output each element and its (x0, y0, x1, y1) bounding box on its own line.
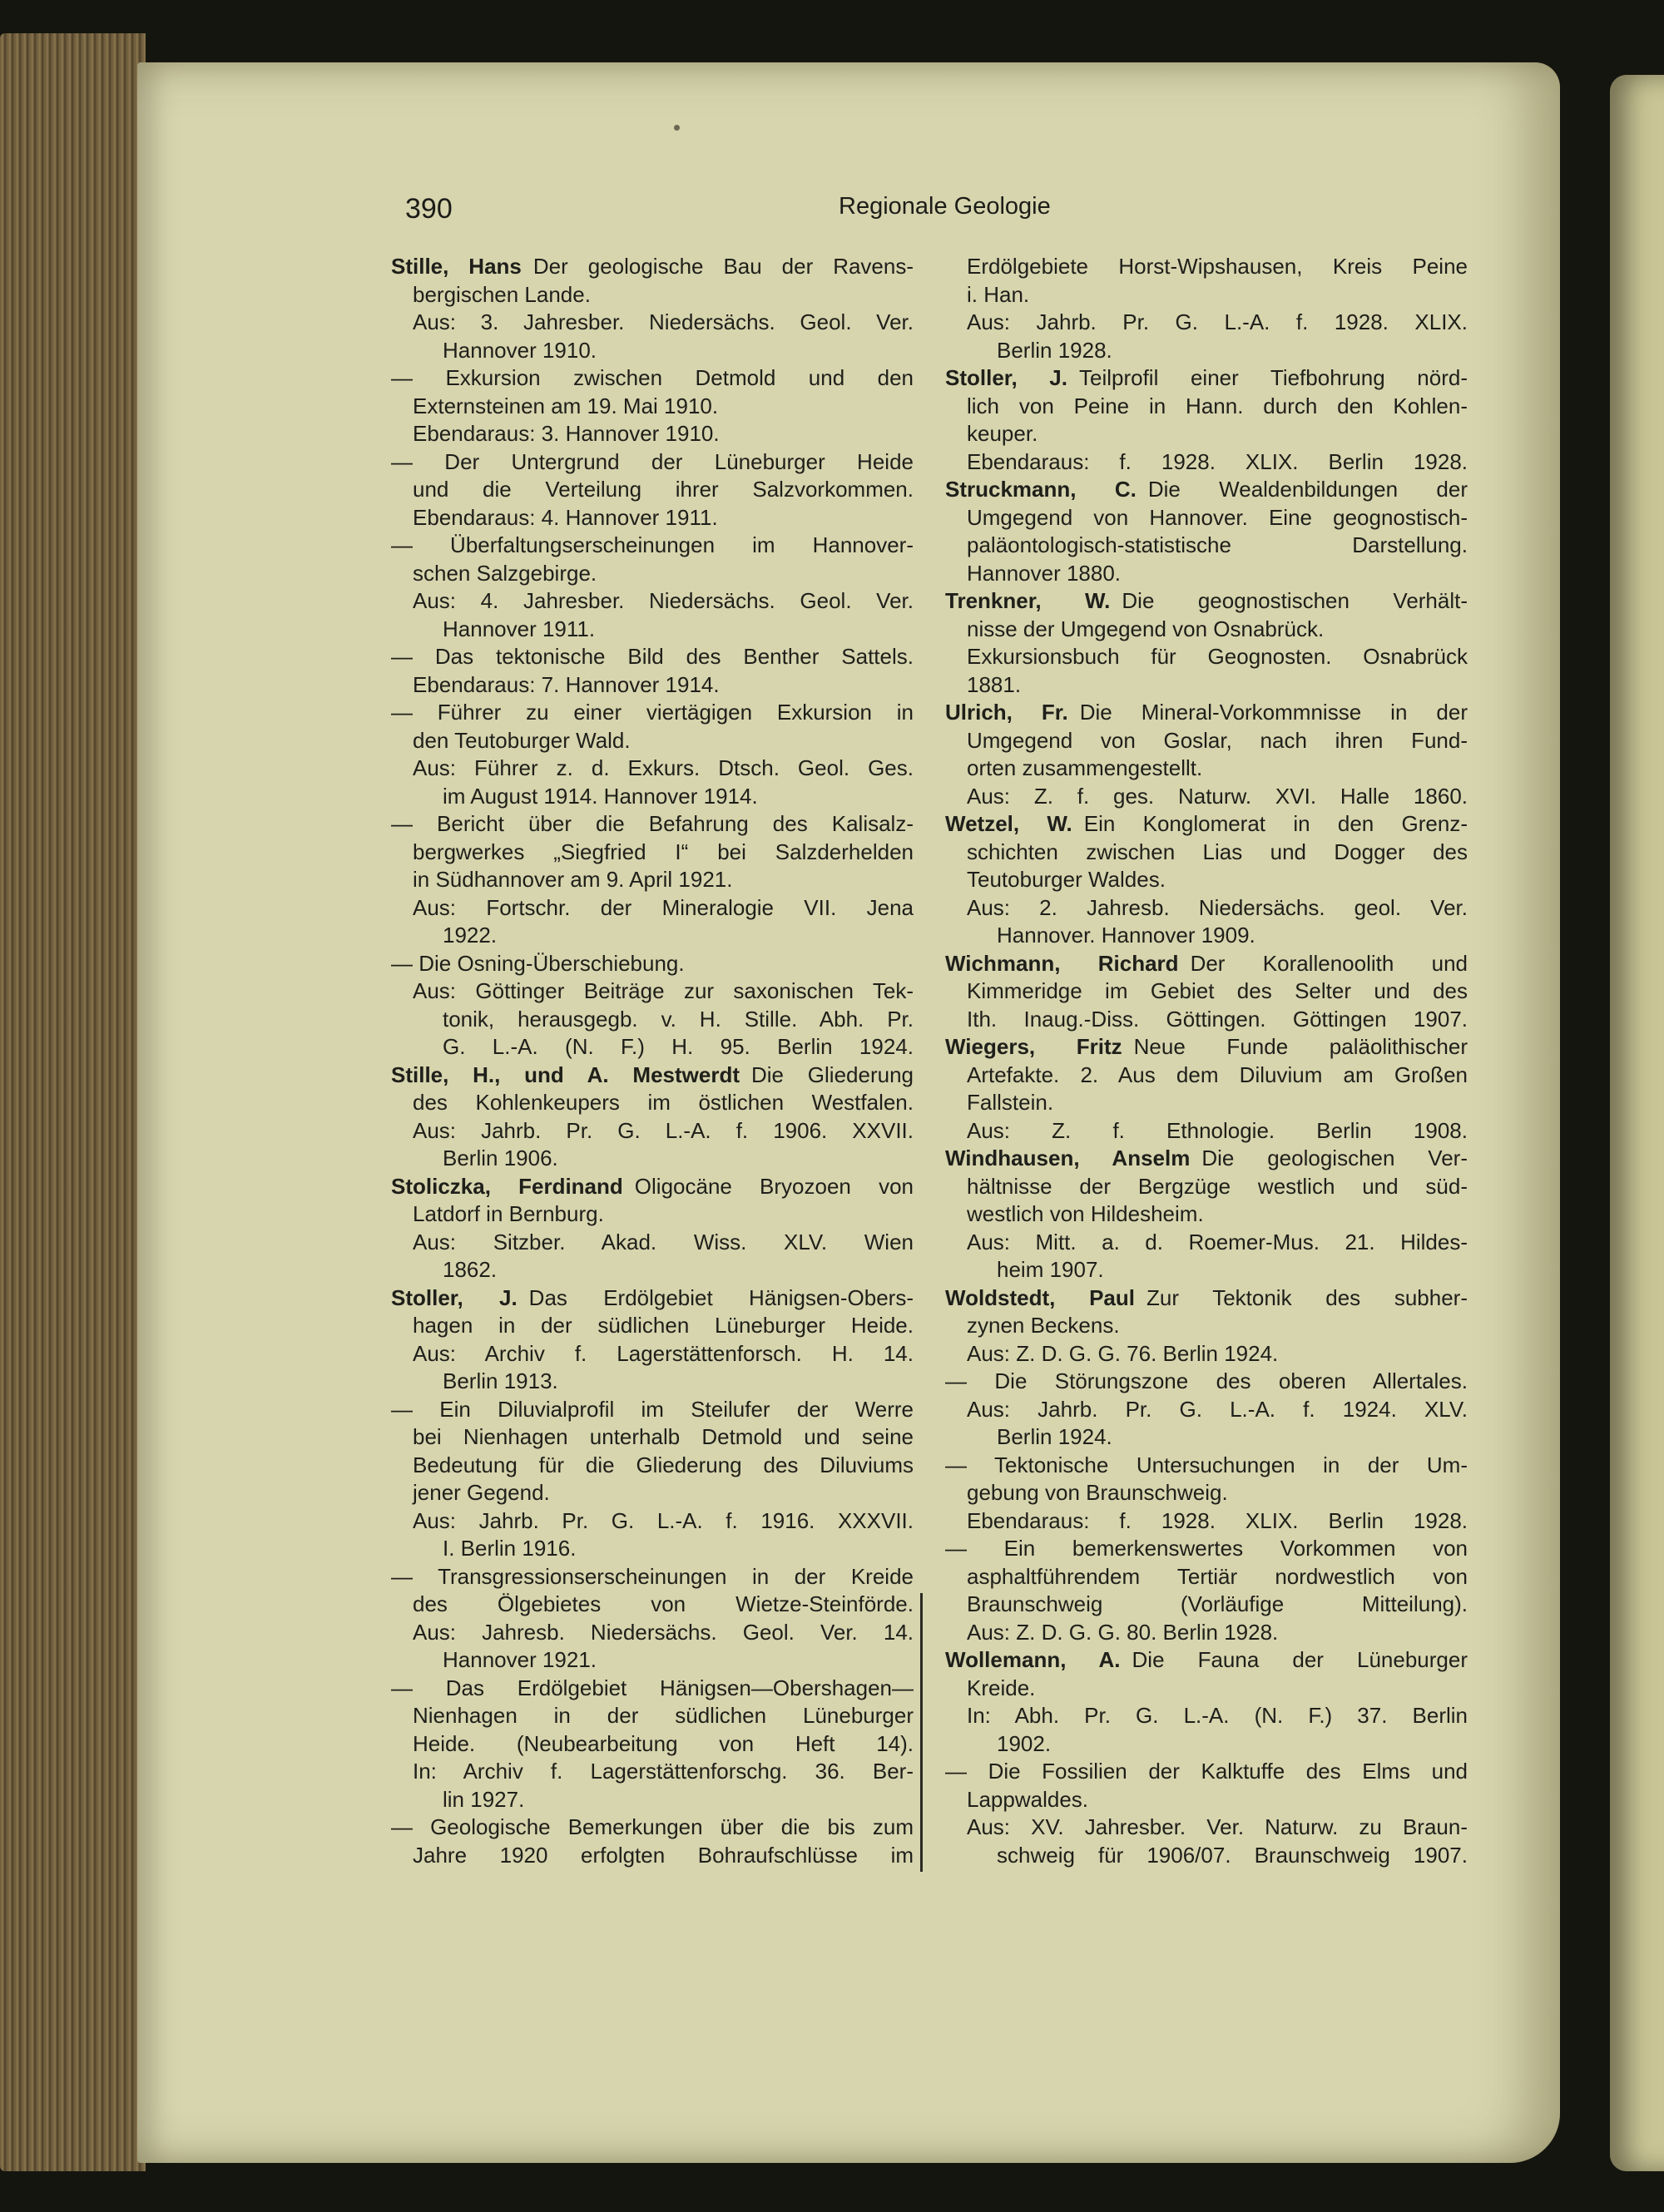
author-name: Struckmann, C. (945, 477, 1137, 502)
line-text: des Ölgebietes von Wietze-Steinförde. (413, 1591, 914, 1616)
bibliography-text-line (945, 783, 1468, 811)
line-text: Aus: Jahresb. Niedersächs. Geol. Ver. 14. (413, 1619, 914, 1645)
bibliography-text-line (391, 1591, 914, 1619)
line-text: — Überfaltungserscheinungen im Hannover- (391, 532, 914, 557)
bibliography-text-line (945, 671, 1468, 700)
author-name: Ulrich, Fr. (945, 700, 1068, 725)
line-text: Hannover 1880. (967, 560, 1122, 586)
bibliography-text-line (945, 1229, 1468, 1257)
bibliography-text-line (945, 1563, 1468, 1591)
line-text: Ebendaraus: 7. Hannover 1914. (413, 671, 720, 697)
line-text: schen Salzgebirge. (413, 560, 597, 586)
line-text: 1902. (997, 1730, 1052, 1756)
line-text: Berlin 1906. (443, 1146, 558, 1170)
line-text: Jahre 1920 erfolgten Bohraufschlüsse im (413, 1842, 914, 1868)
line-text: Aus: Jahrb. Pr. G. L.-A. f. 1916. XXXVII. (413, 1507, 914, 1533)
line-text: Nienhagen in der südlichen Lüneburger (413, 1703, 914, 1728)
line-text: 1862. (443, 1257, 498, 1282)
line-text: bei Nienhagen unterhalb Detmold und seine (413, 1424, 914, 1449)
line-text: — Der Untergrund der Lüneburger Heide (391, 448, 914, 474)
bibliography-text-line (391, 587, 914, 616)
line-text: — Das tektonische Bild des Benther Sattels. (391, 644, 914, 669)
line-text: schweig für 1906/07. Braunschweig 1907. (997, 1842, 1468, 1868)
line-text: Die Gliederung (751, 1061, 914, 1087)
line-text: Aus: Z. f. ges. Naturw. XVI. Halle 1860. (967, 783, 1468, 809)
line-text: Berlin 1928. (997, 337, 1112, 363)
bibliography-text-line (945, 1842, 1468, 1870)
line-text: des Kohlenkeupers im östlichen Westfalen. (413, 1090, 914, 1115)
bibliography-text-line (391, 839, 914, 867)
line-text: Die Fauna der Lüneburger (1132, 1647, 1468, 1672)
bibliography-text-line (391, 393, 914, 421)
line-text: Ith. Inaug.-Diss. Göttingen. Göttingen 1907. (967, 1006, 1468, 1032)
bibliography-entry-line (945, 1646, 1468, 1675)
column-divider (920, 1593, 923, 1872)
line-text: Kimmeridge im Gebiet des Selter und des (967, 978, 1468, 1003)
line-text: nisse der Umgegend von Osnabrück. (967, 616, 1325, 641)
bibliography-text-line (945, 1591, 1468, 1619)
line-text: orten zusammengestellt. (967, 755, 1203, 780)
line-text: — Die Fossilien der Kalktuffe des Elms und (945, 1759, 1468, 1784)
line-text: Hannover. Hannover 1909. (997, 923, 1255, 948)
print-speck (674, 125, 680, 131)
line-text: heim 1907. (997, 1257, 1104, 1282)
author-name: Trenkner, W. (945, 588, 1111, 613)
bibliography-text-line (391, 755, 914, 783)
line-text: zynen Beckens. (967, 1313, 1120, 1338)
line-text: — Exkursion zwischen Detmold und den (391, 365, 914, 390)
line-text: Ebendaraus: f. 1928. XLIX. Berlin 1928. (967, 1507, 1468, 1533)
line-text: gebung von Braunschweig. (967, 1480, 1228, 1505)
line-text: Oligocäne Bryozoen von (634, 1173, 914, 1199)
bibliography-text-line (945, 1006, 1468, 1034)
bibliography-text-line (391, 1619, 914, 1647)
line-text: Aus: Z. f. Ethnologie. Berlin 1908. (967, 1117, 1468, 1143)
author-name: Wollemann, A. (945, 1647, 1121, 1672)
line-text: Lappwaldes. (967, 1786, 1088, 1812)
bibliography-entry-line (945, 476, 1468, 504)
author-name: Stille, Hans (391, 254, 522, 279)
line-text: — Geologische Bemerkungen über die bis zum (391, 1814, 914, 1839)
bibliography-text-line (391, 1396, 914, 1424)
line-text: Aus: 4. Jahresber. Niedersächs. Geol. Ver. (413, 588, 914, 613)
bibliography-text-line (945, 643, 1468, 671)
line-text: Berlin 1924. (997, 1424, 1112, 1449)
line-text: in Südhannover am 9. April 1921. (413, 867, 733, 892)
bibliography-text-line (945, 755, 1468, 783)
line-text: schichten zwischen Lias und Dogger des (967, 839, 1468, 864)
bibliography-text-line (945, 1452, 1468, 1480)
bibliography-text-line (945, 1758, 1468, 1786)
line-text: Aus: Z. D. G. G. 80. Berlin 1928. (967, 1619, 1279, 1645)
bibliography-text-line (391, 783, 914, 811)
bibliography-text-line (391, 1089, 914, 1117)
bibliography-text-line (391, 476, 914, 504)
next-page-edge (1610, 75, 1664, 2171)
bibliography-text-line (945, 1368, 1468, 1396)
bibliography-text-line (391, 1507, 914, 1536)
line-text: Die geologischen Ver- (1201, 1146, 1468, 1170)
line-text: tonik, herausgegb. v. H. Stille. Abh. Pr. (443, 1006, 914, 1032)
bibliography-text-line (391, 1256, 914, 1284)
bibliography-text-line (945, 1507, 1468, 1536)
author-name: Windhausen, Anselm (945, 1146, 1191, 1170)
bibliography-text-line (391, 1229, 914, 1257)
bibliography-entry-line (945, 810, 1468, 839)
line-text: Zur Tektonik des subher- (1146, 1284, 1468, 1310)
line-text: Der Korallenoolith und (1190, 950, 1468, 976)
bibliography-text-line (391, 643, 914, 671)
line-text: — Führer zu einer viertägigen Exkursion in (391, 700, 914, 725)
line-text: Heide. (Neubearbeitung von Heft 14). (413, 1730, 914, 1756)
bibliography-entry-line (945, 1145, 1468, 1173)
bibliography-text-line (391, 1117, 914, 1146)
bibliography-entry-line (945, 587, 1468, 616)
bibliography-text-line (945, 504, 1468, 532)
line-text: — Die Störungszone des oberen Allertales. (945, 1368, 1468, 1393)
line-text: Teutoburger Waldes. (967, 867, 1166, 892)
author-name: Wiegers, Fritz (945, 1034, 1122, 1059)
line-text: G. L.-A. (N. F.) H. 95. Berlin 1924. (443, 1034, 914, 1059)
bibliography-text-line (391, 1312, 914, 1340)
line-text: Ein Konglomerat in den Grenz- (1083, 811, 1468, 836)
line-text: jener Gegend. (413, 1480, 550, 1505)
bibliography-text-line (945, 1702, 1468, 1730)
line-text: Ebendaraus: f. 1928. XLIX. Berlin 1928. (967, 448, 1468, 474)
line-text: Externsteinen am 19. Mai 1910. (413, 393, 719, 418)
bibliography-text-line (391, 1675, 914, 1703)
line-text: Umgegend von Hannover. Eine geognostisch- (967, 504, 1468, 530)
line-text: asphaltführendem Tertiär nordwestlich von (967, 1563, 1468, 1589)
author-name: Stoller, J. (945, 365, 1067, 390)
bibliography-text-line (391, 420, 914, 448)
line-text: Aus: Sitzber. Akad. Wiss. XLV. Wien (413, 1229, 914, 1254)
bibliography-text-line (945, 839, 1468, 867)
bibliography-text-line (391, 1646, 914, 1675)
bibliography-text-line (391, 1730, 914, 1759)
line-text: Erdölgebiete Horst-Wipshausen, Kreis Peine (967, 254, 1468, 279)
bibliography-text-line (391, 616, 914, 644)
bibliography-text-line (391, 1006, 914, 1034)
bibliography-text-line (391, 504, 914, 532)
line-text: im August 1914. Hannover 1914. (443, 783, 758, 809)
line-text: Aus: Göttinger Beiträge zur saxonischen Tek- (413, 978, 914, 1003)
line-text: I. Berlin 1916. (443, 1536, 577, 1561)
bibliography-text-line (945, 1479, 1468, 1507)
line-text: Aus: Z. D. G. G. 76. Berlin 1924. (967, 1340, 1279, 1366)
bibliography-text-line (391, 671, 914, 700)
bibliography-text-line (945, 1423, 1468, 1452)
right-column (945, 253, 1468, 1869)
bibliography-text-line (945, 309, 1468, 337)
line-text: — Bericht über die Befahrung des Kalisalz- (391, 811, 914, 836)
line-text: und die Verteilung ihrer Salzvorkommen. (413, 477, 914, 502)
bibliography-text-line (391, 950, 914, 978)
line-text: keuper. (967, 421, 1038, 446)
line-text: paläontologisch-statistische Darstellung. (967, 532, 1468, 557)
bibliography-text-line (391, 337, 914, 365)
line-text: Aus: Führer z. d. Exkurs. Dtsch. Geol. Ges. (413, 755, 914, 780)
line-text: westlich von Hildesheim. (967, 1201, 1204, 1226)
bibliography-entry-line (945, 1284, 1468, 1313)
bibliography-text-line (391, 1423, 914, 1452)
bibliography-text-line (391, 1758, 914, 1786)
bibliography-entry-line (945, 364, 1468, 393)
bibliography-text-line (391, 1786, 914, 1814)
bibliography-text-line (945, 894, 1468, 923)
bibliography-text-line (391, 1814, 914, 1842)
line-text: — Ein Diluvialprofil im Steilufer der Werre (391, 1396, 914, 1422)
bibliography-text-line (945, 1396, 1468, 1424)
bibliography-text-line (945, 337, 1468, 365)
line-text: den Teutoburger Wald. (413, 727, 631, 753)
bibliography-text-line (391, 894, 914, 923)
bibliography-text-line (945, 1786, 1468, 1814)
bibliography-text-line (391, 1702, 914, 1730)
bibliography-text-line (945, 281, 1468, 309)
bibliography-text-line (391, 1368, 914, 1396)
bibliography-entry-line (945, 950, 1468, 978)
bibliography-text-line (945, 1730, 1468, 1759)
bibliography-text-line (945, 1675, 1468, 1703)
line-text: bergischen Lande. (413, 281, 591, 307)
author-name: Wichmann, Richard (945, 950, 1179, 976)
author-name: Stille, H., und A. Mestwerdt (391, 1061, 740, 1087)
bibliography-text-line (945, 532, 1468, 560)
line-text: — Die Osning-Überschiebung. (391, 950, 685, 976)
bibliography-text-line (391, 1452, 914, 1480)
bibliography-text-line (945, 616, 1468, 644)
bibliography-text-line (391, 866, 914, 894)
bibliography-text-line (945, 1173, 1468, 1201)
bibliography-text-line (391, 1200, 914, 1229)
bibliography-text-line (391, 1340, 914, 1368)
bibliography-entry-line (945, 1033, 1468, 1061)
line-text: Aus: Mitt. a. d. Roemer-Mus. 21. Hildes- (967, 1229, 1468, 1254)
line-text: Aus: Archiv f. Lagerstättenforsch. H. 14. (413, 1340, 914, 1366)
line-text: i. Han. (967, 281, 1030, 307)
author-name: Stoller, J. (391, 1284, 518, 1310)
running-title: Regionale Geologie (839, 193, 1051, 220)
line-text: Hannover 1921. (443, 1647, 597, 1672)
bibliography-text-line (391, 727, 914, 755)
line-text: lich von Peine in Hann. durch den Kohlen- (967, 393, 1468, 418)
line-text: Das Erdölgebiet Hänigsen-Obers- (528, 1284, 914, 1310)
line-text: Aus: Fortschr. der Mineralogie VII. Jena (413, 894, 914, 920)
bibliography-text-line (945, 1200, 1468, 1229)
bibliography-text-line (391, 1145, 914, 1173)
bibliography-text-line (945, 922, 1468, 950)
bibliography-text-line (945, 1256, 1468, 1284)
bibliography-text-line (945, 448, 1468, 477)
author-name: Woldstedt, Paul (945, 1284, 1135, 1310)
bibliography-entry-line (391, 253, 914, 281)
line-text: Hannover 1911. (443, 616, 596, 641)
line-text: Kreide. (967, 1675, 1036, 1700)
line-text: Aus: Jahrb. Pr. G. L.-A. f. 1924. XLV. (967, 1396, 1468, 1422)
bibliography-text-line (945, 1535, 1468, 1563)
line-text: — Ein bemerkenswertes Vorkommen von (945, 1536, 1468, 1561)
bibliography-text-line (945, 560, 1468, 588)
line-text: Bedeutung für die Gliederung des Diluviums (413, 1452, 914, 1477)
bibliography-text-line (945, 1089, 1468, 1117)
bibliography-text-line (945, 1619, 1468, 1647)
bibliography-text-line (945, 1312, 1468, 1340)
line-text: — Transgressionserscheinungen in der Kreide (391, 1563, 914, 1589)
line-text: Ebendaraus: 4. Hannover 1911. (413, 504, 718, 530)
bibliography-text-line (945, 1117, 1468, 1146)
bibliography-text-line (945, 420, 1468, 448)
line-text: bergwerkes „Siegfried I“ bei Salzderhelden (413, 839, 914, 864)
line-text: Braunschweig (Vorläufige Mitteilung). (967, 1591, 1468, 1616)
bibliography-text-line (945, 866, 1468, 894)
line-text: Fallstein. (967, 1090, 1054, 1115)
bibliography-text-line (945, 977, 1468, 1006)
bibliography-text-line (391, 1479, 914, 1507)
line-text: Aus: Jahrb. Pr. G. L.-A. f. 1928. XLIX. (967, 309, 1468, 334)
line-text: lin 1927. (443, 1786, 525, 1812)
bibliography-text-line (391, 532, 914, 560)
bibliography-text-line (945, 1814, 1468, 1842)
author-name: Stoliczka, Ferdinand (391, 1173, 623, 1199)
line-text: In: Abh. Pr. G. L.-A. (N. F.) 37. Berlin (967, 1703, 1468, 1728)
line-text: Aus: 2. Jahresb. Niedersächs. geol. Ver. (967, 894, 1468, 920)
bibliography-text-line (391, 922, 914, 950)
line-text: Die Mineral-Vorkommnisse in der (1079, 700, 1468, 725)
line-text: 1881. (967, 671, 1022, 697)
bibliography-text-line (945, 727, 1468, 755)
bibliography-text-line (945, 393, 1468, 421)
bibliography-entry-line (945, 699, 1468, 727)
page-number: 390 (405, 193, 453, 225)
line-text: Die geognostischen Verhält- (1122, 588, 1468, 613)
bibliography-text-line (391, 448, 914, 477)
bibliography-text-line (391, 1842, 914, 1870)
line-text: — Das Erdölgebiet Hänigsen—Obershagen— (391, 1675, 914, 1700)
line-text: hältnisse der Bergzüge westlich und süd- (967, 1173, 1468, 1199)
bibliography-entry-line (391, 1061, 914, 1090)
author-name: Wetzel, W. (945, 811, 1072, 836)
line-text: Exkursionsbuch für Geognosten. Osnabrück (967, 644, 1468, 669)
line-text: 1922. (443, 923, 498, 948)
line-text: Die Wealdenbildungen der (1147, 477, 1468, 502)
bibliography-entry-line (391, 1284, 914, 1313)
left-column (391, 253, 914, 1869)
line-text: — Tektonische Untersuchungen in der Um- (945, 1452, 1468, 1477)
line-text: Der geologische Bau der Ravens- (532, 254, 914, 279)
line-text: In: Archiv f. Lagerstättenforschg. 36. Ber- (413, 1759, 914, 1784)
line-text: Latdorf in Bernburg. (413, 1201, 604, 1226)
bibliography-text-line (391, 977, 914, 1006)
bibliography-text-line (391, 281, 914, 309)
line-text: hagen in der südlichen Lüneburger Heide. (413, 1313, 914, 1338)
line-text: Umgegend von Goslar, nach ihren Fund- (967, 727, 1468, 753)
bibliography-entry-line (391, 1173, 914, 1201)
page-stack-edge (0, 33, 146, 2171)
bibliography-text-line (391, 309, 914, 337)
line-text: Aus: Jahrb. Pr. G. L.-A. f. 1906. XXVII. (413, 1117, 914, 1143)
bibliography-text-line (391, 560, 914, 588)
bibliography-text-line (945, 1340, 1468, 1368)
bibliography-text-line (391, 810, 914, 839)
line-text: Teilprofil einer Tiefbohrung nörd- (1078, 365, 1468, 390)
line-text: Artefakte. 2. Aus dem Diluvium am Großen (967, 1061, 1468, 1087)
line-text: Neue Funde paläolithischer (1133, 1034, 1468, 1059)
line-text: Hannover 1910. (443, 337, 597, 363)
bibliography-text-line (391, 364, 914, 393)
bibliography-text-line (391, 1033, 914, 1061)
bibliography-text-line (391, 1535, 914, 1563)
line-text: Aus: 3. Jahresber. Niedersächs. Geol. Ver. (413, 309, 914, 334)
bibliography-text-line (945, 1061, 1468, 1090)
line-text: Berlin 1913. (443, 1368, 558, 1393)
bibliography-text-line (391, 1563, 914, 1591)
line-text: Aus: XV. Jahresber. Ver. Naturw. zu Braun- (967, 1814, 1468, 1839)
bibliography-text-line (945, 253, 1468, 281)
line-text: Ebendaraus: 3. Hannover 1910. (413, 421, 720, 446)
bibliography-text-line (391, 699, 914, 727)
